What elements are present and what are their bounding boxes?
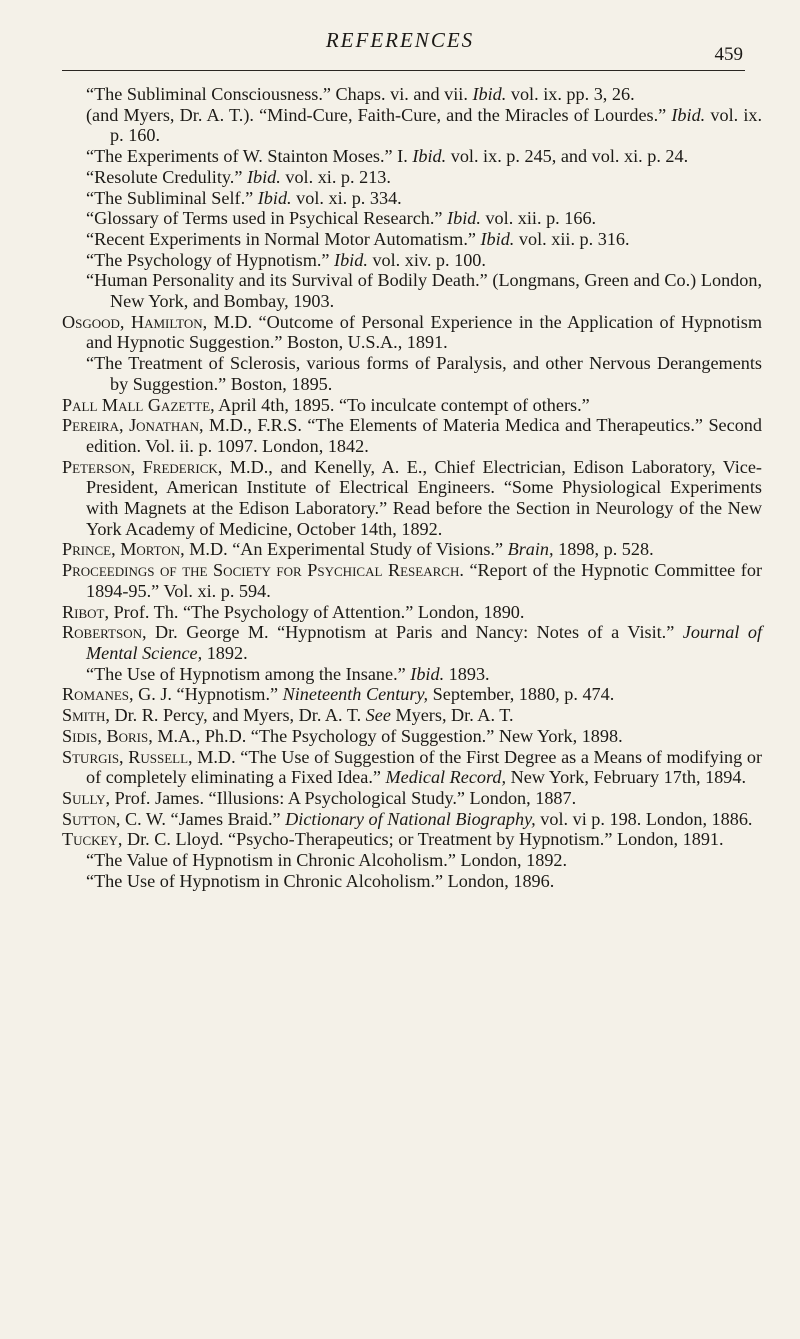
reference-entry: “Recent Experiments in Normal Motor Automatism.” Ibid. vol. xii. p. 316. xyxy=(86,228,630,249)
reference-entry: Robertson, Dr. George M. “Hypnotism at Paris and Nancy: Notes of a Visit.” Journal of Mental Science, 1892. xyxy=(62,622,762,663)
author-name: Peterson, Frederick, xyxy=(62,456,223,477)
reference-entry: Peterson, Frederick, M.D., and Kenelly, A. E., Chief Electrician, Edison Laboratory, Vice-President, American Institute of Electrical Engineers. “Some Physiological Experiments with Magnets at the Edison Laboratory.” Read before the Section in Neurology of the New York Academy of Medicine, October 14th, 1892. xyxy=(62,456,762,539)
reference-entry: “The Use of Hypnotism among the Insane.” Ibid. 1893. xyxy=(86,663,490,684)
reference-entry: Sturgis, Russell, M.D. “The Use of Suggestion of the First Degree as a Means of modifying or of completely eliminating a Fixed Idea.” Medical Record, New York, February 17th, 1894. xyxy=(62,746,762,788)
author-name: Osgood, Hamilton, xyxy=(62,311,208,332)
reference-entry: “The Psychology of Hypnotism.” Ibid. vol. xiv. p. 100. xyxy=(86,249,486,270)
reference-entry: Sidis, Boris, M.A., Ph.D. “The Psychology of Suggestion.” New York, 1898. xyxy=(62,725,623,746)
reference-entry: Pereira, Jonathan, M.D., F.R.S. “The Elements of Materia Medica and Therapeutics.” Second edition. Vol. ii. p. 1097. London, 1842. xyxy=(62,415,762,456)
reference-entry: Tuckey, Dr. C. Lloyd. “Psycho-Therapeutics; or Treatment by Hypnotism.” London, 1891. xyxy=(62,829,724,850)
reference-entry: Sutton, C. W. “James Braid.” Dictionary of National Biography, vol. vi p. 198. London, 1886. xyxy=(62,808,753,829)
author-name: Tuckey, xyxy=(62,829,123,850)
author-name: Pall Mall Gazette, xyxy=(62,394,215,415)
reference-entry: Sully, Prof. James. “Illusions: A Psychological Study.” London, 1887. xyxy=(62,787,577,808)
running-head: REFERENCES xyxy=(325,28,475,52)
author-name: Prince, Morton, xyxy=(62,539,185,560)
reference-entry: Pall Mall Gazette, April 4th, 1895. “To inculcate contempt of others.” xyxy=(62,394,590,415)
reference-entry: Smith, Dr. R. Percy, and Myers, Dr. A. T. See Myers, Dr. A. T. xyxy=(62,705,514,726)
author-name: Sturgis, Russell, xyxy=(62,746,193,767)
reference-entry: “Glossary of Terms used in Psychical Research.” Ibid. vol. xii. p. 166. xyxy=(86,208,597,229)
reference-entry: “Human Personality and its Survival of Bodily Death.” (Longmans, Green and Co.) London, New York, and Bombay, 1903. xyxy=(86,270,762,312)
author-name: Robertson, xyxy=(62,622,147,643)
author-name: Sully, xyxy=(62,787,111,808)
page-number: 459 xyxy=(714,44,743,65)
reference-entry: “The Treatment of Sclerosis, various forms of Paralysis, and other Nervous Derangements by Suggestion.” Boston, 1895. xyxy=(86,353,762,394)
author-name: Pereira, Jonathan, xyxy=(62,415,204,436)
reference-entry: “The Experiments of W. Stainton Moses.” I. Ibid. vol. ix. p. 245, and vol. xi. p. 24. xyxy=(86,146,689,167)
reference-entry: “The Subliminal Self.” Ibid. vol. xi. p. 334. xyxy=(86,187,402,208)
header-rule xyxy=(62,70,745,71)
reference-entry: Proceedings of the Society for Psychical Research. “Report of the Hypnotic Committee for 1894-95.” Vol. xi. p. 594. xyxy=(62,560,762,601)
author-name: Romanes, xyxy=(62,684,134,705)
reference-entry: “The Value of Hypnotism in Chronic Alcoholism.” London, 1892. xyxy=(86,850,568,871)
author-name: Sidis, Boris, xyxy=(62,725,153,746)
reference-entry: Romanes, G. J. “Hypnotism.” Nineteenth Century, September, 1880, p. 474. xyxy=(62,684,615,705)
reference-list xyxy=(62,84,762,891)
reference-entry: Osgood, Hamilton, M.D. “Outcome of Personal Experience in the Application of Hypnotism and Hypnotic Suggestion.” Boston, U.S.A., 1891. xyxy=(62,311,763,353)
reference-entry: Ribot, Prof. Th. “The Psychology of Attention.” London, 1890. xyxy=(62,601,525,622)
author-name: Ribot, xyxy=(62,601,110,622)
author-name: Smith, xyxy=(62,705,110,726)
reference-entry: “The Use of Hypnotism in Chronic Alcoholism.” London, 1896. xyxy=(86,870,555,891)
reference-entry: “Resolute Credulity.” Ibid. vol. xi. p. 213. xyxy=(86,166,391,187)
reference-entry: “The Subliminal Consciousness.” Chaps. vi. and vii. Ibid. vol. ix. pp. 3, 26. xyxy=(86,84,635,104)
author-name: Proceedings of the Society for Psychical Research. xyxy=(62,560,464,581)
reference-entry: Prince, Morton, M.D. “An Experimental Study of Visions.” Brain, 1898, p. 528. xyxy=(62,539,654,560)
reference-entry: (and Myers, Dr. A. T.). “Mind-Cure, Faith-Cure, and the Miracles of Lourdes.” Ibid. vol. ix. p. 160. xyxy=(86,104,763,146)
author-name: Sutton, xyxy=(62,808,121,829)
